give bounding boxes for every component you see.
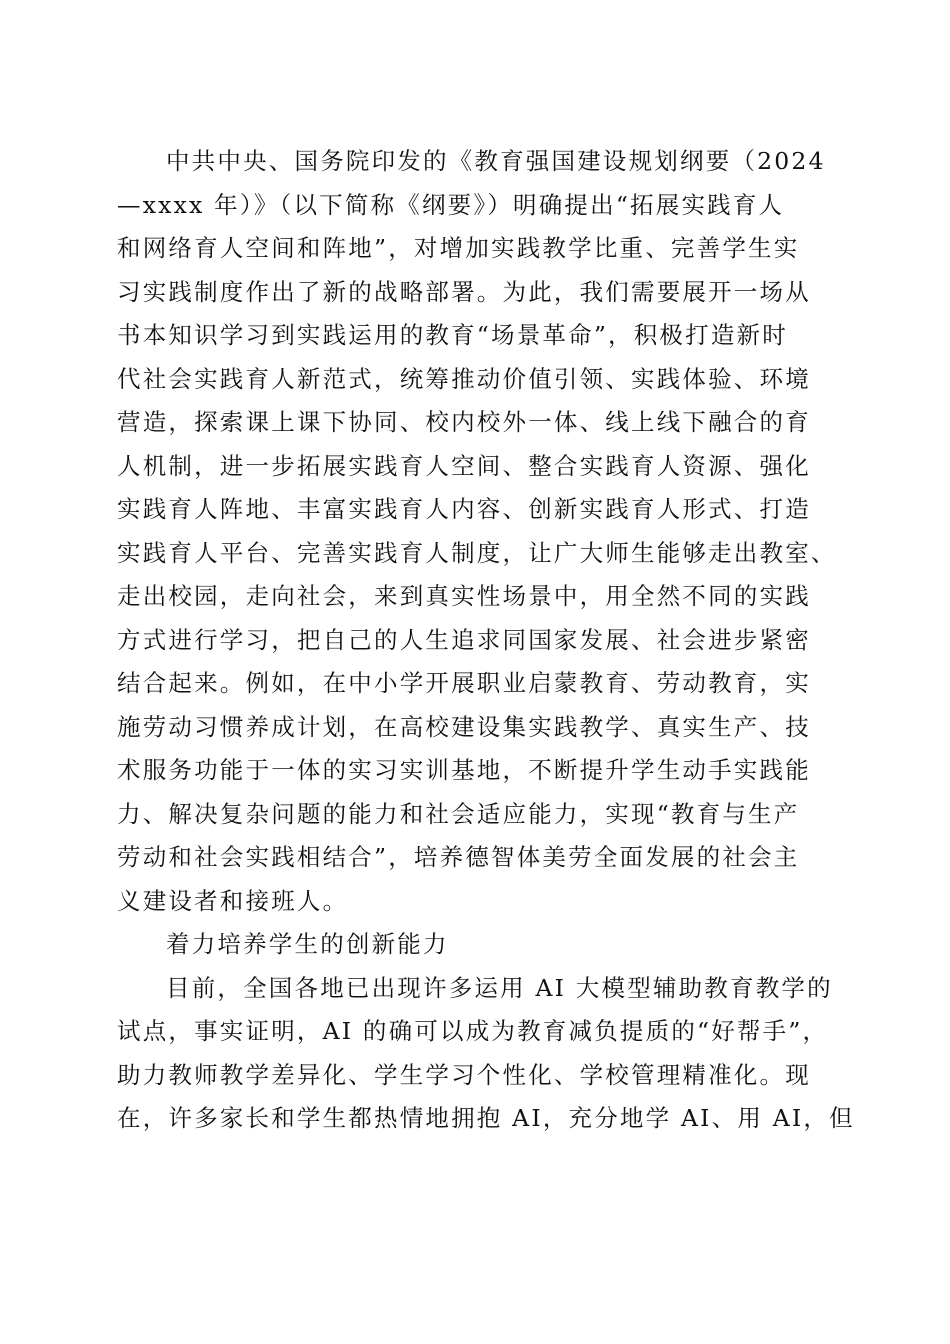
paragraph-line: 营造，探索课上课下协同、校内校外一体、线上线下融合的育 [117, 408, 811, 436]
paragraph-line: 结合起来。例如，在中小学开展职业启蒙教育、劳动教育，实 [117, 669, 811, 697]
paragraph-line: 力、解决复杂问题的能力和社会适应能力，实现“教育与生产 [117, 799, 800, 828]
paragraph-line: 走出校园，走向社会，来到真实性场景中，用全然不同的实践 [117, 582, 811, 610]
paragraph-line: 术服务功能于一体的实习实训基地，不断提升学生动手实践能 [117, 756, 811, 784]
paragraph-1 [117, 140, 852, 923]
section-heading: 着力培养学生的创新能力 [166, 930, 449, 958]
paragraph-line: 试点，事实证明，AI 的确可以成为教育减负提质的“好帮手”， [117, 1017, 829, 1045]
paragraph-line: —xxxx 年）》（以下简称《纲要》）明确提出“拓展实践育人 [117, 190, 785, 219]
paragraph-line: 在，许多家长和学生都热情地拥抱 AI，充分地学 AI、用 AI，但 [117, 1104, 855, 1132]
paragraph-line: 中共中央、国务院印发的《教育强国建设规划纲要（2024 [166, 147, 826, 175]
paragraph-line: 代社会实践育人新范式，统筹推动价值引领、实践体验、环境 [117, 364, 811, 393]
paragraph-line: 施劳动习惯养成计划，在高校建设集实践教学、真实生产、技 [117, 712, 811, 741]
paragraph-2 [117, 967, 855, 1141]
paragraph-line: 义建设者和接班人。 [117, 886, 349, 915]
paragraph-line: 目前，全国各地已出现许多运用 AI 大模型辅助教育教学的 [166, 973, 833, 1002]
paragraph-line: 助力教师教学差异化、学生学习个性化、学校管理精准化。现 [117, 1060, 811, 1089]
paragraph-line: 实践育人阵地、丰富实践育人内容、创新实践育人形式、打造 [117, 495, 811, 523]
paragraph-line: 人机制，进一步拓展实践育人空间、整合实践育人资源、强化 [117, 451, 811, 480]
paragraph-line: 劳动和社会实践相结合”，培养德智体美劳全面发展的社会主 [117, 843, 800, 871]
document-body [117, 140, 855, 1141]
paragraph-line: 和网络育人空间和阵地”，对增加实践教学比重、完善学生实 [117, 234, 800, 262]
paragraph-line: 实践育人平台、完善实践育人制度，让广大师生能够走出教室、 [117, 538, 837, 567]
paragraph-line: 习实践制度作出了新的战略部署。为此，我们需要展开一场从 [117, 277, 811, 306]
paragraph-line: 书本知识学习到实践运用的教育“场景革命”，积极打造新时 [117, 321, 788, 349]
paragraph-line: 方式进行学习，把自己的人生追求同国家发展、社会进步紧密 [117, 625, 811, 654]
